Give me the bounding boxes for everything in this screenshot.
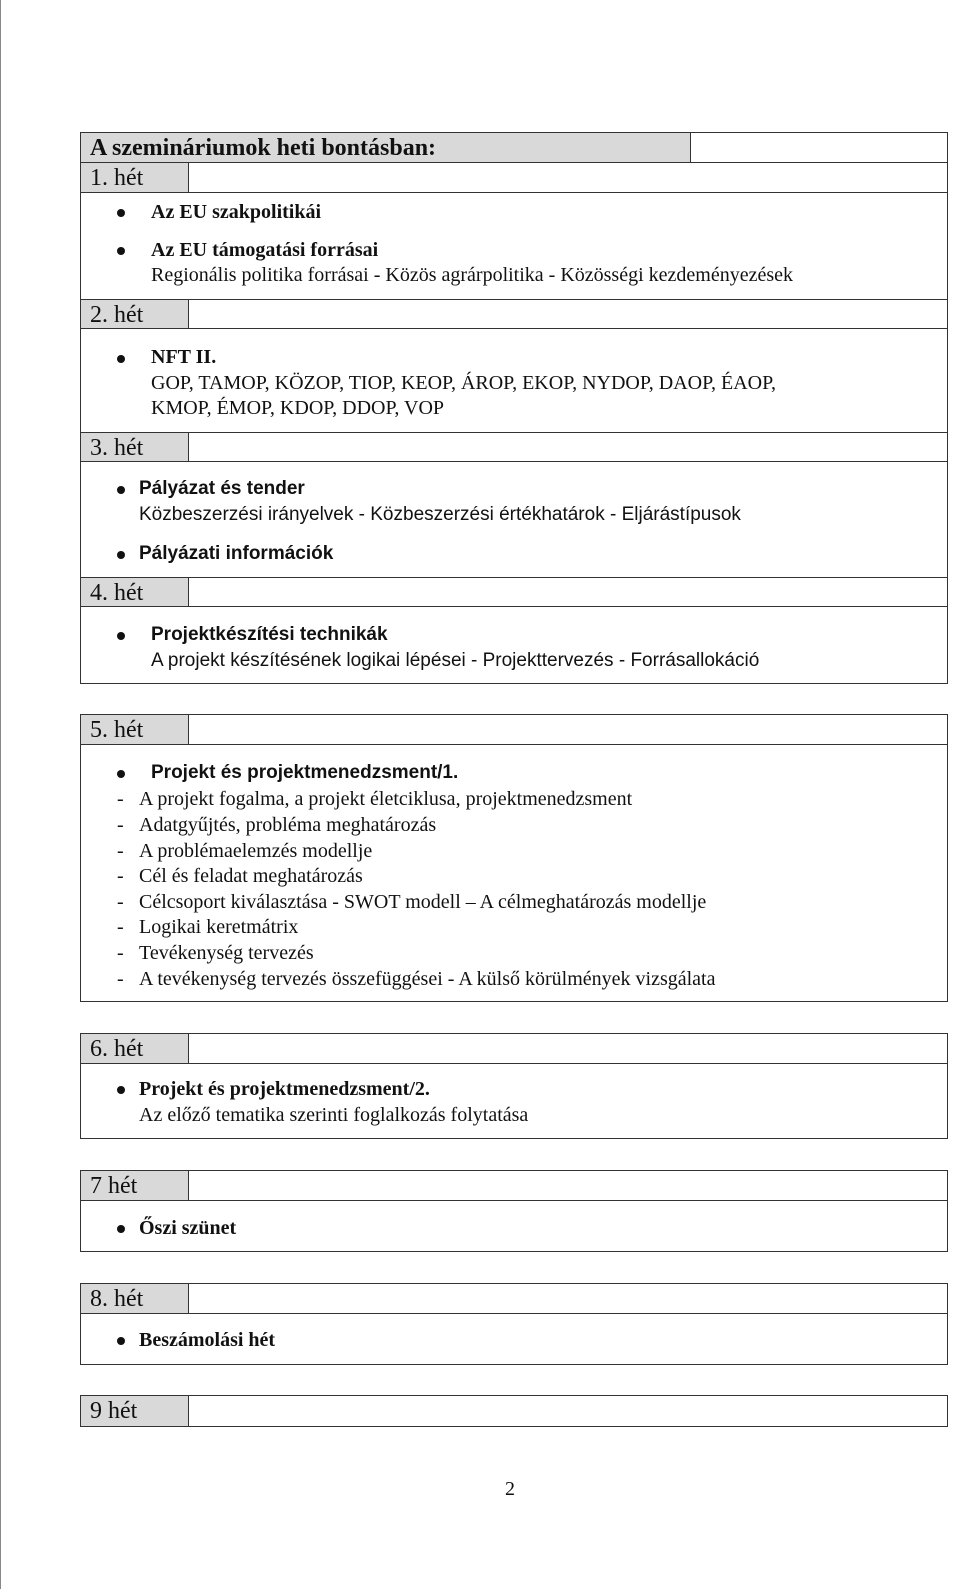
dash-marker: - [117,788,124,810]
topic-line: A problémaelemzés modellje [139,840,373,862]
bullet-icon [117,770,125,778]
bullet-icon [117,632,125,640]
week-label-cell [81,1396,189,1426]
bullet-icon [117,1086,125,1094]
dash-marker: - [117,942,124,964]
week-row-8 [81,1284,947,1314]
dash-marker: - [117,840,124,862]
topic-line: Adatgyűjtés, probléma meghatározás [139,814,437,836]
document-heading: A szemináriumok heti bontásban: [90,135,437,161]
seminar-block-9 [80,1395,948,1427]
topic-title: Pályázati információk [139,543,334,564]
topic-title: Az EU szakpolitikái [151,201,322,223]
bullet-icon [117,355,125,363]
week-label-cell [81,1284,189,1313]
topic-line: GOP, TAMOP, KÖZOP, TIOP, KEOP, ÁROP, EKOP, NYDOP, DAOP, ÉAOP, [151,372,777,394]
week-label: 2. hét [90,302,144,328]
topic-line: Logikai keretmátrix [139,916,299,938]
week-label: 8. hét [90,1286,144,1312]
topic-title: Projekt és projektmenedzsment/2. [139,1078,430,1100]
dash-marker: - [117,865,124,887]
week-label: 6. hét [90,1036,144,1062]
dash-marker: - [117,814,124,836]
week-label: 5. hét [90,717,144,743]
dash-marker: - [117,916,124,938]
topic-title: NFT II. [151,346,217,368]
topic-line: KMOP, ÉMOP, KDOP, DDOP, VOP [151,397,445,419]
bullet-icon [117,486,125,494]
week-label-cell [81,300,189,328]
topic-line: A projekt készítésének logikai lépései - Projekttervezés - Forrásallokáció [151,650,760,671]
week-row-2 [81,299,947,329]
topic-line: A projekt fogalma, a projekt életciklusa, projektmenedzsment [139,788,633,810]
week-row-4 [81,577,947,607]
bullet-icon [117,1225,125,1233]
topic-line: Tevékenység tervezés [139,942,314,964]
dash-marker: - [117,968,124,990]
dash-marker: - [117,891,124,913]
week-label-cell [81,433,189,461]
topic-title: Őszi szünet [139,1217,237,1239]
week-label: 9 hét [90,1398,138,1424]
topic-line: Célcsoport kiválasztása - SWOT modell – A célmeghatározás modellje [139,891,707,913]
week-row-3 [81,432,947,462]
topic-title: Az EU támogatási forrásai [151,239,379,261]
week-row-5 [81,715,947,745]
bullet-icon [117,551,125,559]
week-label: 7 hét [90,1173,138,1199]
seminar-block-5 [80,714,948,1002]
week-label-cell [81,578,189,606]
page-number: 2 [505,1478,515,1500]
week-label-cell [81,1034,189,1063]
seminar-block-8 [80,1283,948,1365]
topic-line: Az előző tematika szerinti foglalkozás folytatása [139,1104,529,1126]
week-row-1 [81,163,947,193]
week-label-cell [81,163,189,192]
topic-title: Beszámolási hét [139,1329,276,1351]
seminar-block-7 [80,1170,948,1252]
page-edge [0,0,1,1589]
week-row-6 [81,1034,947,1064]
heading-cell [81,133,691,162]
topic-line: Regionális politika forrásai - Közös agrárpolitika - Közösségi kezdeményezések [151,264,794,286]
week-label: 1. hét [90,165,144,191]
topic-line: Közbeszerzési irányelvek - Közbeszerzési értékhatárok - Eljárástípusok [139,504,741,525]
topic-title: Projektkészítési technikák [151,624,388,645]
bullet-icon [117,247,125,255]
bullet-icon [117,1337,125,1345]
topic-title: Pályázat és tender [139,478,305,499]
heading-row [81,133,947,163]
week-label-cell [81,1171,189,1200]
week-label: 3. hét [90,435,144,461]
topic-line: Cél és feladat meghatározás [139,865,363,887]
week-label-cell [81,715,189,744]
seminar-block-1 [80,132,948,684]
week-row-9 [81,1396,947,1426]
week-row-7 [81,1171,947,1201]
topic-line: A tevékenység tervezés összefüggései - A külső körülmények vizsgálata [139,968,716,990]
topic-title: Projekt és projektmenedzsment/1. [151,762,459,783]
week-label: 4. hét [90,580,144,606]
bullet-icon [117,209,125,217]
seminar-block-6 [80,1033,948,1139]
